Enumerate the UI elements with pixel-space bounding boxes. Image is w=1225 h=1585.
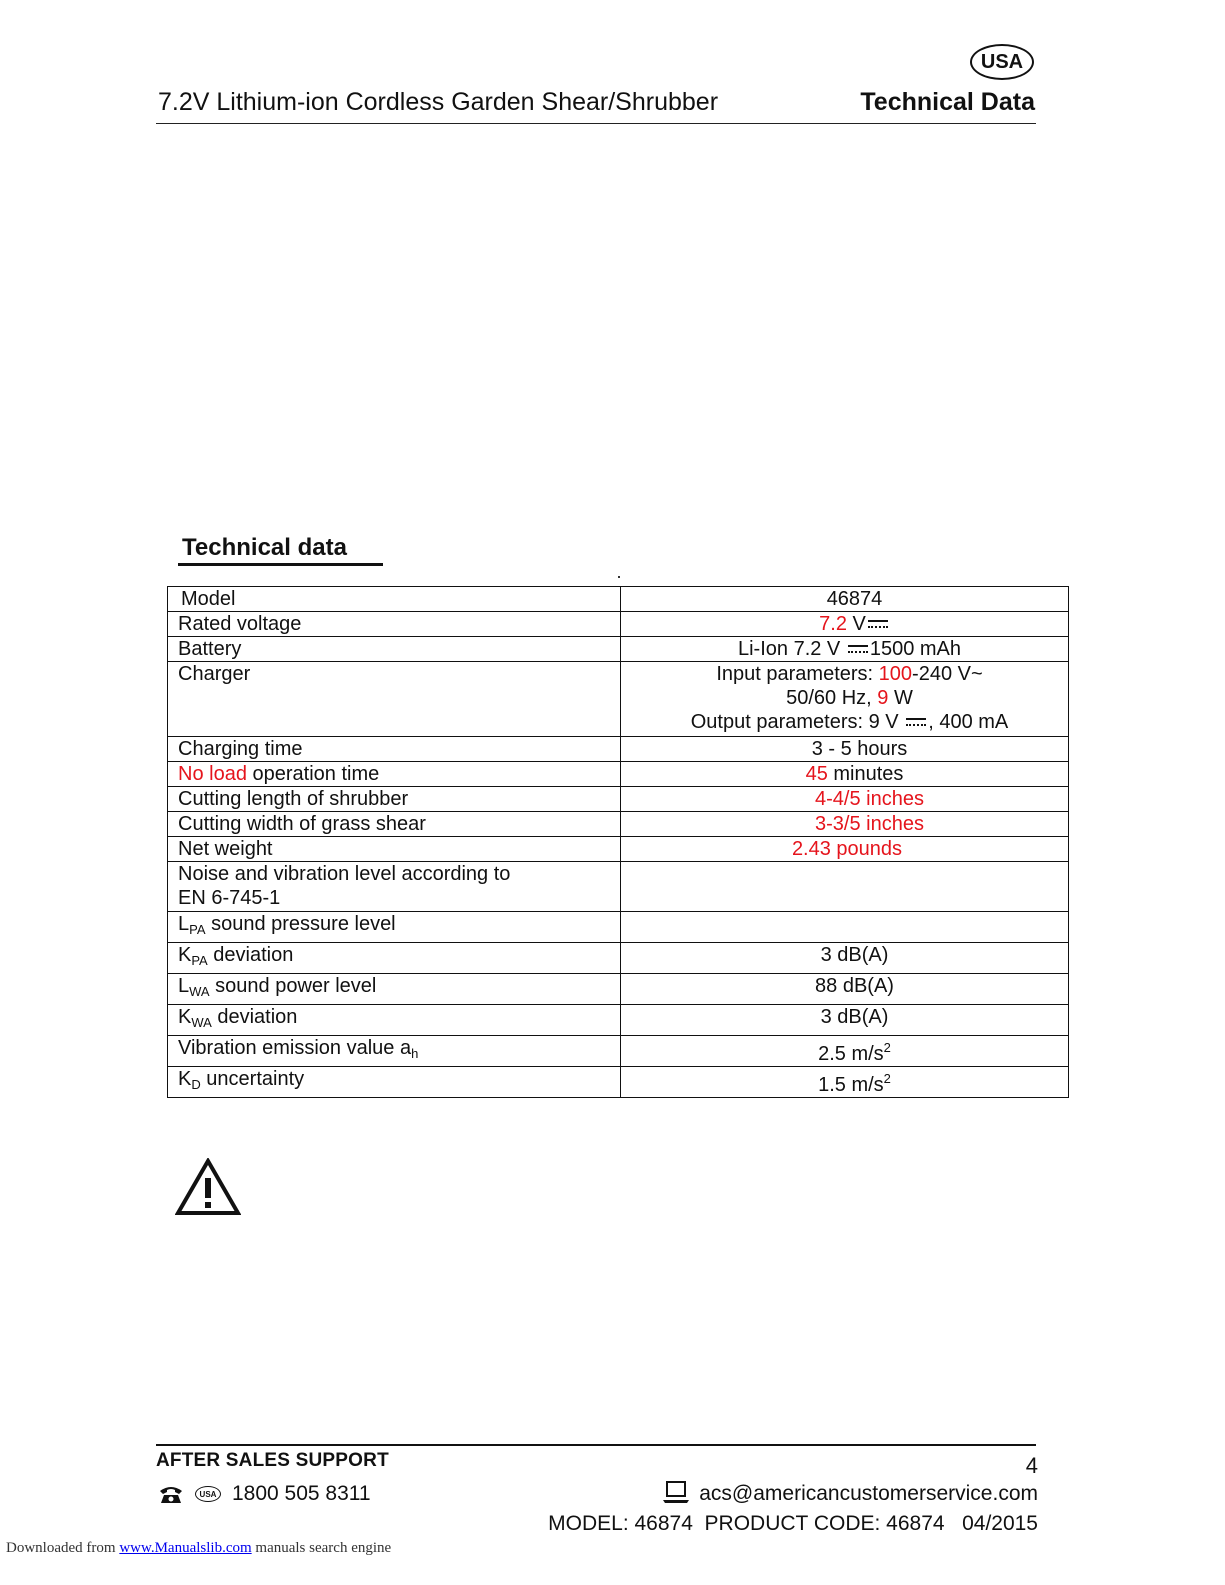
symbol-sub: h: [411, 1046, 419, 1061]
output-prefix: Output parameters: 9 V: [690, 711, 899, 733]
input-suffix: -240 V~: [912, 663, 983, 685]
table-row: [168, 912, 1069, 943]
row-label: [168, 862, 621, 912]
row-value: 2.43 pounds: [621, 837, 1069, 862]
value-main: 2.5 m/s: [818, 1043, 884, 1065]
table-row: [168, 1036, 1069, 1067]
after-sales-heading: AFTER SALES SUPPORT: [156, 1450, 389, 1471]
output-suffix: , 400 mA: [928, 711, 1009, 733]
table-row: [168, 812, 1069, 837]
technical-data-table: [167, 586, 1069, 1098]
row-label: [168, 974, 621, 1005]
row-label: Model: [168, 587, 621, 612]
symbol-sub: WA: [191, 1015, 212, 1030]
value-main: 1.5 m/s: [818, 1074, 884, 1096]
row-value: 3 - 5 hours: [621, 737, 1069, 762]
row-value: [621, 762, 1069, 787]
footer-divider: [156, 1444, 1036, 1446]
label-rest: uncertainty: [200, 1068, 305, 1090]
row-label: Charging time: [168, 737, 621, 762]
row-value: 88 dB(A): [621, 974, 1069, 1005]
input-red: 100: [878, 663, 913, 685]
section-title: Technical Data: [860, 88, 1035, 116]
dc-symbol-icon: [848, 643, 868, 655]
row-value: [621, 612, 1069, 637]
usa-badge: USA: [970, 44, 1034, 80]
value-rest: minutes: [827, 763, 904, 785]
heading-underline: [178, 563, 383, 566]
symbol-main: L: [178, 975, 190, 997]
warning-icon: [175, 1158, 241, 1216]
label-main: Vibration emission value a: [178, 1037, 412, 1059]
value-red: 45: [805, 763, 828, 785]
value-sup: 2: [883, 1071, 891, 1086]
label-rest: sound power level: [209, 975, 377, 997]
charger-frequency: [641, 686, 1058, 710]
symbol-main: K: [178, 1006, 192, 1028]
technical-data-heading: Technical data: [182, 534, 347, 561]
dc-symbol-icon: [868, 618, 888, 630]
row-label: Cutting length of shrubber: [168, 787, 621, 812]
row-label: Cutting width of grass shear: [168, 812, 621, 837]
table-row: [168, 762, 1069, 787]
row-label: Charger: [168, 662, 621, 737]
download-prefix: Downloaded from: [6, 1540, 120, 1556]
label-red: No load: [178, 763, 247, 785]
line2-red: 9: [877, 687, 889, 709]
row-label: Rated voltage: [168, 612, 621, 637]
line2-prefix: 50/60 Hz,: [786, 687, 878, 709]
row-label: [168, 943, 621, 974]
row-value: 3 dB(A): [621, 943, 1069, 974]
symbol-main: K: [178, 1068, 192, 1090]
row-label: Battery: [168, 637, 621, 662]
row-value: 4-4/5 inches: [621, 787, 1069, 812]
phone-icon: [158, 1484, 184, 1504]
symbol-sub: PA: [191, 953, 208, 968]
row-value: 46874: [621, 587, 1069, 612]
document-title: 7.2V Lithium-ion Cordless Garden Shear/Shrubber: [158, 88, 719, 116]
row-value: [621, 862, 1069, 912]
label-rest: deviation: [211, 1006, 298, 1028]
dc-symbol-icon: [906, 716, 926, 728]
row-value: 3 dB(A): [621, 1005, 1069, 1036]
row-label: [168, 912, 621, 943]
row-value: [621, 662, 1069, 737]
row-label: [168, 1067, 621, 1098]
label-rest: operation time: [246, 763, 380, 785]
table-row: [168, 587, 1069, 612]
row-value: [621, 637, 1069, 662]
label-rest: sound pressure level: [211, 913, 396, 935]
table-row: [168, 612, 1069, 637]
symbol-sub: WA: [189, 984, 210, 999]
value-red: 7.2: [819, 613, 847, 635]
table-row: [168, 662, 1069, 737]
table-row: [168, 1005, 1069, 1036]
download-suffix: manuals search engine: [251, 1540, 392, 1556]
row-value: 3-3/5 inches: [621, 812, 1069, 837]
line2-suffix: W: [888, 687, 913, 709]
label-line-2: EN 6-745-1: [178, 887, 281, 909]
row-value: [621, 1036, 1069, 1067]
table-row: [168, 637, 1069, 662]
table-row: [168, 974, 1069, 1005]
label-rest: deviation: [207, 944, 294, 966]
phone-number[interactable]: 1800 505 8311: [232, 1482, 371, 1505]
model-product-code: MODEL: 46874 PRODUCT CODE: 46874 04/2015: [548, 1512, 1038, 1535]
download-notice: [6, 1540, 391, 1557]
charger-output: [641, 710, 1058, 734]
page-number: 4: [1025, 1453, 1038, 1478]
battery-capacity: 1500 mAh: [869, 638, 962, 660]
header-divider: [156, 123, 1036, 124]
value-unit: V: [852, 613, 866, 635]
usa-small-badge: USA: [195, 1486, 221, 1502]
input-prefix: Input parameters:: [716, 663, 879, 685]
label-line-1: Noise and vibration level according to: [178, 863, 511, 885]
symbol-sub: D: [191, 1077, 201, 1092]
table-row: [168, 737, 1069, 762]
symbol-sub: PA: [189, 922, 206, 937]
row-label: [168, 762, 621, 787]
table-row: [168, 787, 1069, 812]
laptop-icon: [662, 1480, 690, 1504]
stray-dot: [618, 576, 620, 578]
value-sup: 2: [883, 1040, 891, 1055]
manualslib-link[interactable]: www.Manualslib.com: [119, 1540, 252, 1556]
table-row: [168, 862, 1069, 912]
symbol-main: L: [178, 913, 190, 935]
table-row: [168, 837, 1069, 862]
row-value: [621, 912, 1069, 943]
row-label: Net weight: [168, 837, 621, 862]
row-value: [621, 1067, 1069, 1098]
row-label: [168, 1036, 621, 1067]
support-email[interactable]: acs@americancustomerservice.com: [699, 1482, 1038, 1505]
table-row: [168, 943, 1069, 974]
charger-input: [641, 662, 1058, 686]
table-row: [168, 1067, 1069, 1098]
row-label: [168, 1005, 621, 1036]
symbol-main: K: [178, 944, 192, 966]
battery-type: Li-Ion 7.2 V: [737, 638, 841, 660]
